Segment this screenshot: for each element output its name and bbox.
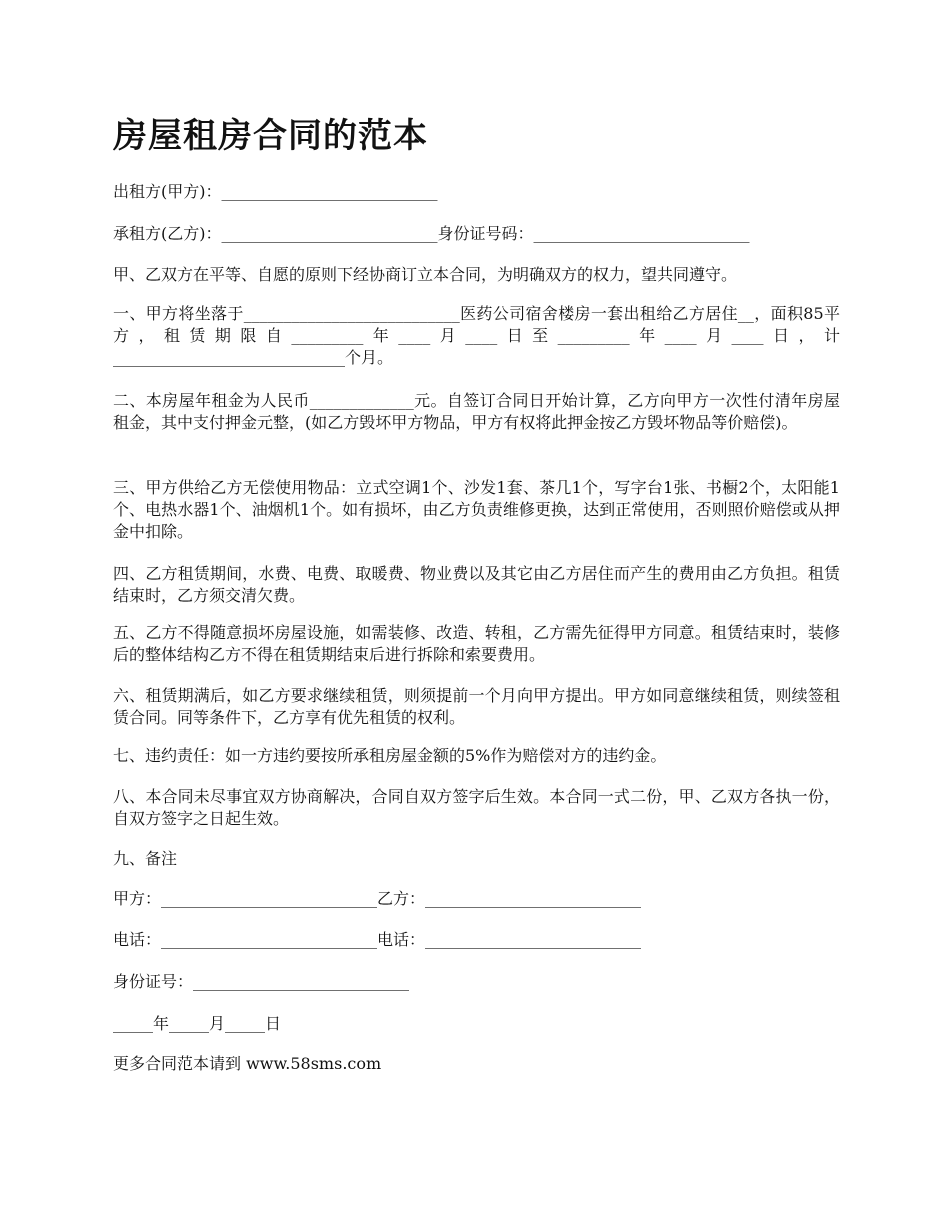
signature-phone-line: 电话：___________________________电话：___________________________ [113, 930, 642, 949]
clause-8: 八、本合同未尽事宜双方协商解决，合同自双方签字后生效。本合同一式二份，甲、乙双方各执一份，自双方签字之日起生效。 [113, 787, 840, 828]
document-title: 房屋租房合同的范本 [113, 116, 428, 156]
clause-4: 四、乙方租赁期间，水费、电费、取暖费、物业费以及其它由乙方居住而产生的费用由乙方负担。租赁结束时，乙方须交清欠费。 [113, 564, 840, 605]
clause-5: 五、乙方不得随意损坏房屋设施，如需装修、改造、转租，乙方需先征得甲方同意。租赁结束时，装修后的整体结构乙方不得在租赁期结束后进行拆除和索要费用。 [113, 623, 840, 664]
lessee-line: 承租方(乙方)：___________________________身份证号码：___________________________ [113, 224, 750, 243]
signature-party-line: 甲方：___________________________乙方：___________________________ [113, 889, 642, 908]
clause-9: 九、备注 [113, 849, 178, 868]
lessor-line: 出租方(甲方)：___________________________ [113, 182, 438, 201]
clause-2: 二、本房屋年租金为人民币_____________元。自签订合同日开始计算，乙方向甲方一次性付清年房屋租金，其中支付押金元整，(如乙方毁坏甲方物品，甲方有权将此押金按乙方毁坏物品等价赔偿)。 [113, 391, 840, 432]
clause-6: 六、租赁期满后，如乙方要求继续租赁，则须提前一个月向甲方提出。甲方如同意继续租赁，则续签租赁合同。同等条件下，乙方享有优先租赁的权利。 [113, 686, 840, 727]
clause-1: 一、甲方将坐落于___________________________医药公司宿舍楼房一套出租给乙方居住__，面积85平方，租赁期限自_________年____月____日至_________年____月____日，计_____________________________个月。 [113, 304, 840, 367]
clause-3: 三、甲方供给乙方无偿使用物品：立式空调1个、沙发1套、茶几1个，写字台1张、书橱2个，太阳能1个、电热水器1个、油烟机1个。如有损坏，由乙方负责维修更换，达到正常使用，否则照价赔偿或从押金中扣除。 [113, 478, 840, 541]
intro-paragraph: 甲、乙双方在平等、自愿的原则下经协商订立本合同，为明确双方的权力，望共同遵守。 [113, 265, 738, 284]
footer-text: 更多合同范本请到 www.58sms.com [113, 1054, 382, 1073]
clause-7: 七、违约责任：如一方违约要按所承租房屋金额的5%作为赔偿对方的违约金。 [113, 746, 667, 765]
signature-date-line: _____年_____月_____日 [113, 1014, 282, 1033]
signature-id-line: 身份证号：___________________________ [113, 972, 410, 991]
